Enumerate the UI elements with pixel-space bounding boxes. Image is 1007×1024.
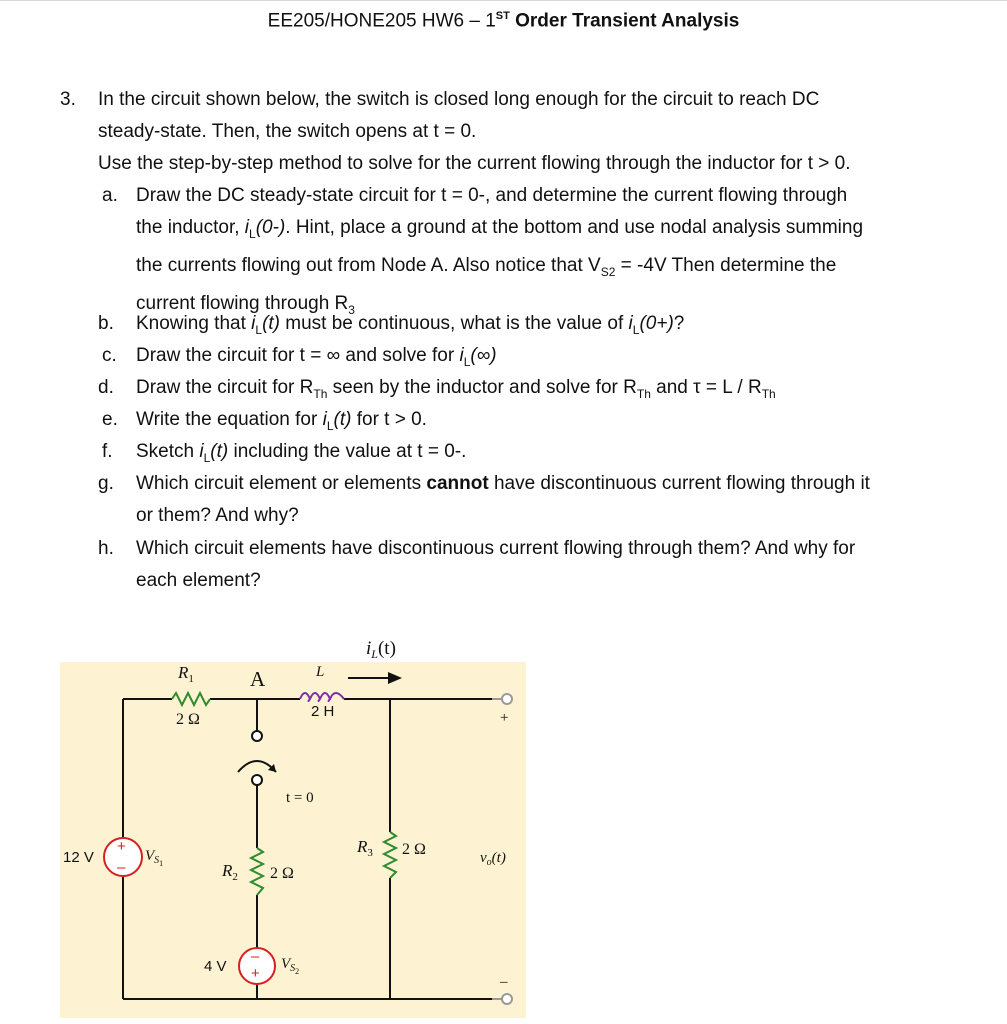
part-f-seg: Sketch xyxy=(136,441,200,462)
vo-minus-sign: – xyxy=(500,974,508,990)
vs2-sub: S2 xyxy=(600,264,616,279)
part-c-label: c. xyxy=(102,345,117,366)
part-a-text-seg: current flowing through R xyxy=(136,292,349,314)
var-i: i xyxy=(244,217,250,238)
problem-intro xyxy=(98,84,978,180)
switch-label: t = 0 xyxy=(286,790,314,806)
part-g-label: g. xyxy=(98,473,114,494)
vo-terminal-top xyxy=(502,694,512,704)
var-arg: (t) xyxy=(333,409,352,430)
r3-value: 2 Ω xyxy=(402,841,426,858)
vs1-plus-sign: + xyxy=(117,838,126,855)
vs2-minus-sign: – xyxy=(251,948,260,965)
part-a-line-3 xyxy=(136,250,976,288)
var-arg: (∞) xyxy=(470,345,497,366)
part-b-seg: must be continuous, what is the value of xyxy=(280,313,629,334)
header-title: Order Transient Analysis xyxy=(509,10,740,32)
var-sub: L xyxy=(249,226,256,241)
switch-terminal-bottom xyxy=(252,775,262,785)
part-f-label: f. xyxy=(102,441,113,462)
var-arg: (t) xyxy=(210,441,229,462)
vs1-minus-sign: – xyxy=(117,859,126,876)
r1-value: 2 Ω xyxy=(176,711,200,728)
r3-label: $R_3$ xyxy=(357,837,373,859)
part-h-line-1: Which circuit elements have discontinuous current flowing through them? And why for xyxy=(136,538,856,559)
intro-line-2: steady-state. Then, the switch opens at t = 0. xyxy=(98,121,477,142)
rth-sub: Th xyxy=(761,386,776,401)
part-a-label: a. xyxy=(102,185,118,206)
switch-terminal-top xyxy=(252,731,262,741)
var-sub: L xyxy=(203,450,211,465)
part-a-text xyxy=(136,180,976,325)
var-i: i xyxy=(199,441,204,462)
inductor-value: 2 H xyxy=(311,703,335,720)
vs2-label: $V_{S2}$ xyxy=(281,956,300,976)
part-g-text xyxy=(136,468,996,532)
rth-sub: Th xyxy=(313,386,328,401)
part-d-label: d. xyxy=(98,377,114,398)
var-i: i xyxy=(459,345,464,366)
var-i: i xyxy=(251,313,256,334)
vs2-value: 4 V xyxy=(204,958,227,975)
var-sub: L xyxy=(632,322,640,337)
part-a-text-seg: the currents flowing out from Node A. Also notice that V xyxy=(136,254,601,276)
problem-number: 3. xyxy=(60,89,76,110)
node-a-label: A xyxy=(250,667,266,691)
part-b-label: b. xyxy=(98,313,114,334)
circuit-diagram xyxy=(0,630,1007,1024)
vo-label: $v_o(t)$ xyxy=(480,850,506,868)
page-top-border xyxy=(0,0,1007,1)
part-a-text-seg: the inductor, xyxy=(136,217,245,238)
part-h-text xyxy=(136,533,976,597)
part-a-text-seg: = -4V Then determine the xyxy=(615,254,837,276)
var-arg: (0-) xyxy=(255,217,286,238)
vo-terminal-bottom xyxy=(502,994,512,1004)
part-f-seg: including the value at t = 0-. xyxy=(228,441,467,462)
part-h-line-2: each element? xyxy=(136,570,261,591)
part-g-line-1 xyxy=(136,468,996,500)
current-label: $i_L(t)$ xyxy=(366,638,396,661)
header-prefix: EE205/HONE205 HW6 – 1 xyxy=(267,10,496,32)
vs1-label: $V_{S1}$ xyxy=(145,848,164,868)
var-arg: (t) xyxy=(262,313,280,334)
part-a-line-1: Draw the DC steady-state circuit for t = 0-, and determine the current flowing through xyxy=(136,185,848,206)
r2-label: $R_2$ xyxy=(222,861,238,883)
part-e-label: e. xyxy=(102,409,118,430)
vs1-value: 12 V xyxy=(63,849,94,866)
var-i: i xyxy=(322,409,327,430)
part-c-seg: Draw the circuit for t = ∞ and solve for xyxy=(136,345,460,366)
var-sub: L xyxy=(326,418,334,433)
inductor-label: L xyxy=(316,664,325,680)
intro-line-1: In the circuit shown below, the switch is closed long enough for the circuit to reach DC xyxy=(98,89,820,110)
part-d-seg: Draw the circuit for R xyxy=(136,377,314,398)
part-g-line-2: or them? And why? xyxy=(136,505,299,526)
part-b-seg: Knowing that xyxy=(136,313,252,334)
part-a-line-2 xyxy=(136,212,976,250)
part-h-label: h. xyxy=(98,538,114,559)
var-i: i xyxy=(628,313,633,334)
var-sub: L xyxy=(255,322,263,337)
intro-line-3: Use the step-by-step method to solve for the current flowing through the inductor for t > 0. xyxy=(98,153,851,174)
part-g-bold: cannot xyxy=(426,473,489,494)
rth-sub: Th xyxy=(636,386,651,401)
part-d-seg: seen by the inductor and solve for R xyxy=(327,377,637,398)
vo-plus-sign: + xyxy=(500,710,509,726)
var-arg: (0+) xyxy=(639,313,674,334)
part-g-seg: have discontinuous current flowing through it xyxy=(488,473,870,494)
header-superscript: ST xyxy=(495,10,510,22)
part-a-text-seg: . Hint, place a ground at the bottom and use nodal analysis summing xyxy=(285,217,864,238)
r1-label: $R_1$ xyxy=(178,663,194,685)
page-header xyxy=(0,10,1007,32)
r3-sub: 3 xyxy=(348,302,355,317)
vs2-plus-sign: + xyxy=(251,965,260,982)
var-sub: L xyxy=(463,354,471,369)
part-e-seg: for t > 0. xyxy=(351,409,427,430)
part-g-seg: Which circuit element or elements xyxy=(136,473,427,494)
part-e-seg: Write the equation for xyxy=(136,409,323,430)
r2-value: 2 Ω xyxy=(270,865,294,882)
part-b-seg: ? xyxy=(673,313,685,334)
part-d-seg: and τ = L / R xyxy=(650,377,762,398)
